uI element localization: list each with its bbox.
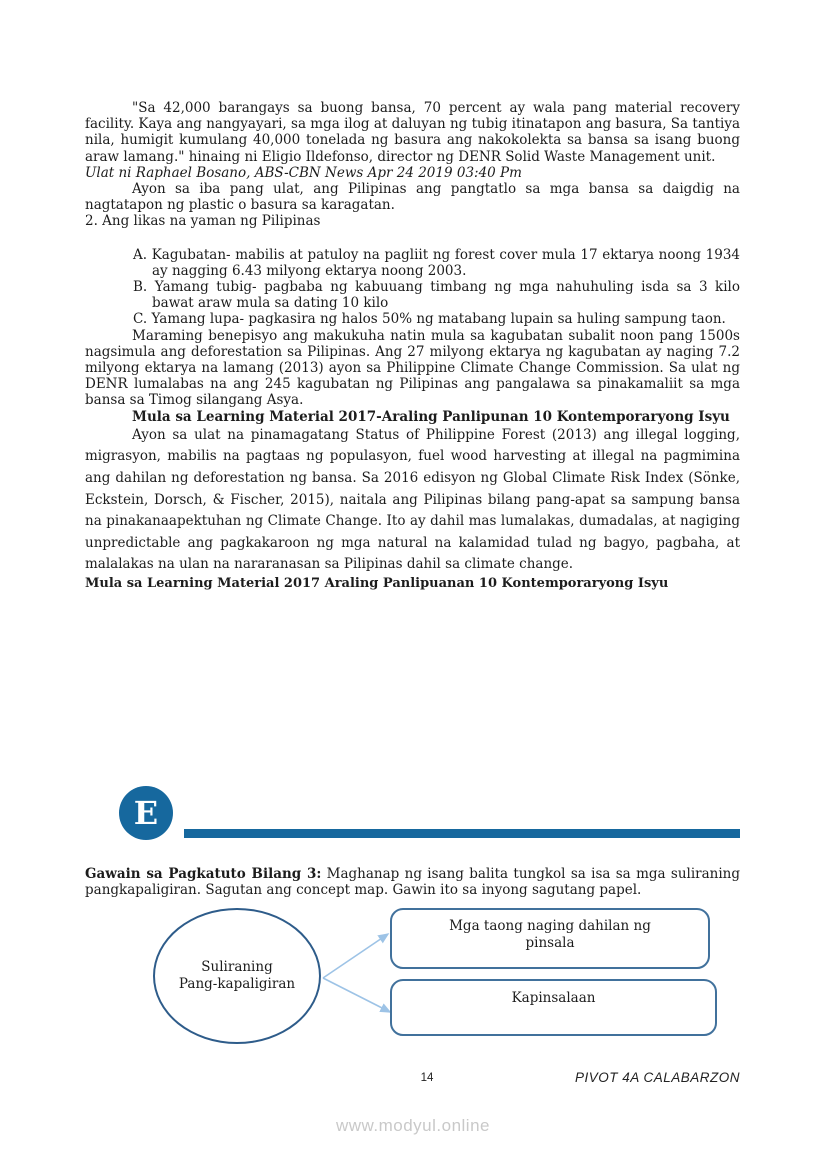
list-item-c bbox=[133, 311, 740, 327]
section-e-badge bbox=[119, 786, 173, 840]
section-divider-bar bbox=[184, 829, 740, 838]
list-item-text: Kagubatan- mabilis at patuloy na pagliit ng forest cover mula 17 ektarya noong 1934 ay nagging 6.43 milyong ektarya noong 2003. bbox=[151, 246, 740, 279]
section-letter: E bbox=[133, 794, 159, 832]
lettered-list bbox=[133, 247, 740, 328]
list-item-a bbox=[133, 247, 740, 279]
news-byline: Ulat ni Raphael Bosano, ABS-CBN News Apr 24 2019 03:40 Pm bbox=[85, 164, 522, 181]
paragraph-other-reports: Ayon sa iba pang ulat, ang Pilipinas ang pangtatlo sa mga bansa sa daigdig na nagtatapon ng plastic o basura sa karagatan. bbox=[85, 181, 740, 214]
body-text bbox=[85, 100, 740, 592]
page-number: 14 bbox=[420, 1072, 434, 1084]
list-item-text: Yamang tubig- pagbaba ng kabuuang timbang ng mga nahuhuling isda sa 3 kilo bawat araw mula sa dating 10 kilo bbox=[152, 279, 740, 312]
list-item-b bbox=[133, 279, 740, 311]
footer-imprint: PIVOT 4A CALABARZON bbox=[574, 1070, 740, 1085]
list-item-label: C. bbox=[133, 311, 148, 328]
list-item-text: Yamang lupa- pagkasira ng halos 50% ng matabang lupain sa huling sampung taon. bbox=[151, 311, 726, 328]
activity-title: Gawain sa Pagkatuto Bilang 3: bbox=[85, 865, 322, 882]
arrow-to-box1 bbox=[323, 934, 388, 978]
concept-map-box-causes bbox=[390, 908, 710, 969]
activity-instructions bbox=[85, 866, 740, 899]
box2-label: Kapinsalaan bbox=[511, 990, 596, 1006]
arrow-to-box2 bbox=[323, 978, 390, 1012]
concept-map-circle bbox=[153, 908, 321, 1044]
circle-label-line1: Suliraning bbox=[201, 959, 273, 975]
paragraph-deforestation: Maraming benepisyo ang makukuha natin mula sa kagubatan subalit noon pang 1500s nagsimula ang deforestation sa Pilipinas. Ang 27 milyong ektarya ng kagubatan ay naging 7.2 milyong ektarya na lamang (2013) ayon sa Philippine Climate Change Commission. Sa ulat ng DENR lumalabas na ang 245 kagubatan ng Pilipinas ang pangalawa sa pinakamaliit sa mga bansa sa Timog silangang Asya. bbox=[85, 327, 740, 409]
list-item-label: B. bbox=[133, 279, 148, 296]
numbered-heading: 2. Ang likas na yaman ng Pilipinas bbox=[85, 213, 321, 230]
source-heading-1: Mula sa Learning Material 2017-Araling Panlipunan 10 Kontemporaryong Isyu bbox=[132, 408, 730, 425]
list-item-label: A. bbox=[133, 246, 148, 263]
paragraph-quote: "Sa 42,000 barangays sa buong bansa, 70 percent ay wala pang material recovery facility. Kaya ang nangyayari, sa mga ilog at daluyan ng tubig itinatapon ang basura, Sa tantiya nila, humigit kumulang 40,000 tonelada ng basura ang nakokolekta sa bansa sa isang buong araw lamang." hinaing ni Eligio Ildefonso, director ng DENR Solid Waste Management unit. bbox=[85, 100, 740, 165]
concept-map-box-damage bbox=[390, 979, 717, 1036]
box1-label: Mga taong naging dahilan ng pinsala bbox=[449, 918, 651, 951]
watermark: www.modyul.online bbox=[335, 1116, 490, 1135]
activity-body: Maghanap ng isang balita tungkol sa isa sa mga suliraning pangkapaligiran. Sagutan ang concept map. Gawin ito sa inyong sagutang papel. bbox=[85, 865, 741, 898]
paragraph-climate-risk: Ayon sa ulat na pinamagatang Status of Philippine Forest (2013) ang illegal logging, migrasyon, mabilis na pagtaas ng populasyon, fuel wood harvesting at illegal na pagmimina ang dahilan ng deforestation ng bansa. Sa 2016 edisyon ng Global Climate Risk Index (Sönke, Eckstein, Dorsch, & Fischer, 2015), naitala ang Pilipinas bilang pang-apat sa sampung bansa na pinakanaapektuhan ng Climate Change. Ito ay dahil mas lumalakas, dumadalas, at nagiging unpredictable ang pagkakaroon ng mga natural na kalamidad tulad ng bagyo, pagbaha, at malalakas na ulan na nararanasan sa Pilipinas dahil sa climate change. bbox=[85, 426, 740, 573]
source-heading-2: Mula sa Learning Material 2017 Araling Panlipuanan 10 Kontemporaryong Isyu bbox=[85, 576, 669, 592]
circle-label-line2: Pang-kapaligiran bbox=[178, 976, 296, 992]
